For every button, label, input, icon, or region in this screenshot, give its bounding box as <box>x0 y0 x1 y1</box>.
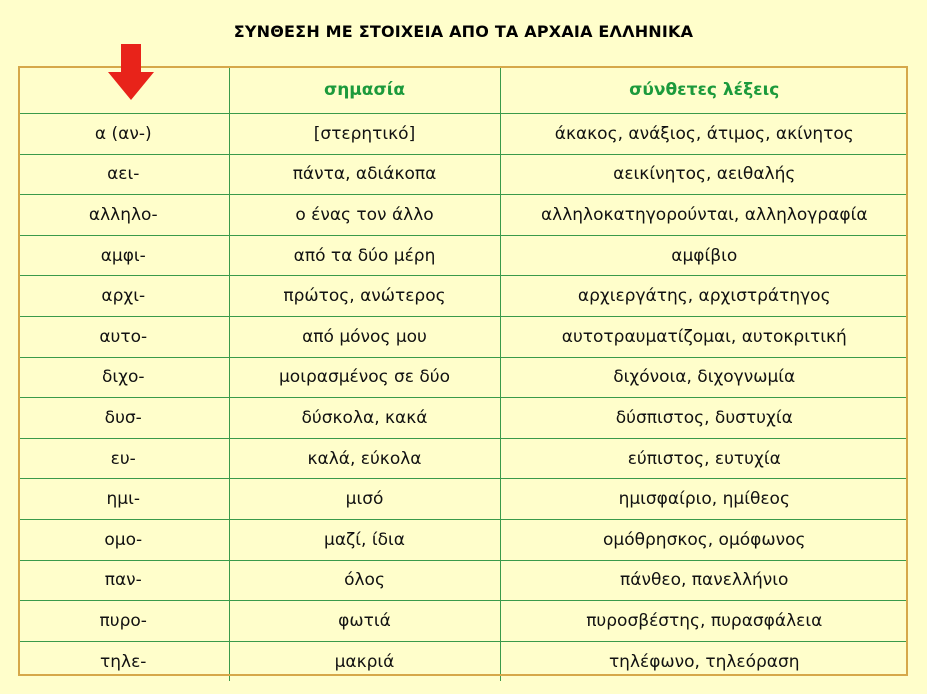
header-meaning: σημασία <box>229 66 500 114</box>
compounds-cell: αρχιεργάτης, αρχιστράτηγος <box>500 276 908 317</box>
prefix-cell: ημι- <box>18 479 229 520</box>
prefix-cell: αυτο- <box>18 316 229 357</box>
compounds-cell: αμφίβιο <box>500 235 908 276</box>
page-title: ΣΥΝΘΕΣΗ ΜΕ ΣΤΟΙΧΕΙΑ ΑΠΟ ΤΑ ΑΡΧΑΙΑ ΕΛΛΗΝΙΚΑ <box>233 22 694 41</box>
prefix-cell: ευ- <box>18 438 229 479</box>
table-frame <box>18 66 908 676</box>
compounds-cell: δύσπιστος, δυστυχία <box>500 398 908 439</box>
prefix-cell: αρχι- <box>18 276 229 317</box>
meaning-cell: μαζί, ίδια <box>229 519 500 560</box>
prefix-cell: τηλε- <box>18 641 229 681</box>
meaning-cell: από μόνος μου <box>229 316 500 357</box>
red-down-arrow-icon <box>108 44 154 100</box>
compounds-cell: αεικίνητος, αειθαλής <box>500 154 908 195</box>
meaning-cell: ο ένας τον άλλο <box>229 195 500 236</box>
prefix-cell: πυρο- <box>18 601 229 642</box>
prefix-cell: αμφι- <box>18 235 229 276</box>
meaning-cell: [στερητικό] <box>229 114 500 155</box>
meaning-cell: φωτιά <box>229 601 500 642</box>
header-compounds: σύνθετες λέξεις <box>500 66 908 114</box>
compounds-cell: αυτοτραυματίζομαι, αυτοκριτική <box>500 316 908 357</box>
meaning-cell: δύσκολα, κακά <box>229 398 500 439</box>
meaning-cell: καλά, εύκολα <box>229 438 500 479</box>
compounds-cell: διχόνοια, διχογνωμία <box>500 357 908 398</box>
prefix-cell: α (αν-) <box>18 114 229 155</box>
compounds-cell: αλληλοκατηγορούνται, αλληλογραφία <box>500 195 908 236</box>
compounds-cell: πάνθεο, πανελλήνιο <box>500 560 908 601</box>
meaning-cell: πρώτος, ανώτερος <box>229 276 500 317</box>
meaning-cell: πάντα, αδιάκοπα <box>229 154 500 195</box>
compounds-cell: άκακος, ανάξιος, άτιμος, ακίνητος <box>500 114 908 155</box>
prefix-cell: αλληλο- <box>18 195 229 236</box>
meaning-cell: μισό <box>229 479 500 520</box>
meaning-cell: από τα δύο μέρη <box>229 235 500 276</box>
prefix-cell: διχο- <box>18 357 229 398</box>
prefix-cell: δυσ- <box>18 398 229 439</box>
compounds-cell: ομόθρησκος, ομόφωνος <box>500 519 908 560</box>
meaning-cell: όλος <box>229 560 500 601</box>
compounds-cell: ημισφαίριο, ημίθεος <box>500 479 908 520</box>
meaning-cell: μοιρασμένος σε δύο <box>229 357 500 398</box>
compounds-cell: πυροσβέστης, πυρασφάλεια <box>500 601 908 642</box>
compounds-cell: εύπιστος, ευτυχία <box>500 438 908 479</box>
prefix-cell: παν- <box>18 560 229 601</box>
prefix-cell: αει- <box>18 154 229 195</box>
compounds-cell: τηλέφωνο, τηλεόραση <box>500 641 908 681</box>
prefix-cell: ομο- <box>18 519 229 560</box>
meaning-cell: μακριά <box>229 641 500 681</box>
